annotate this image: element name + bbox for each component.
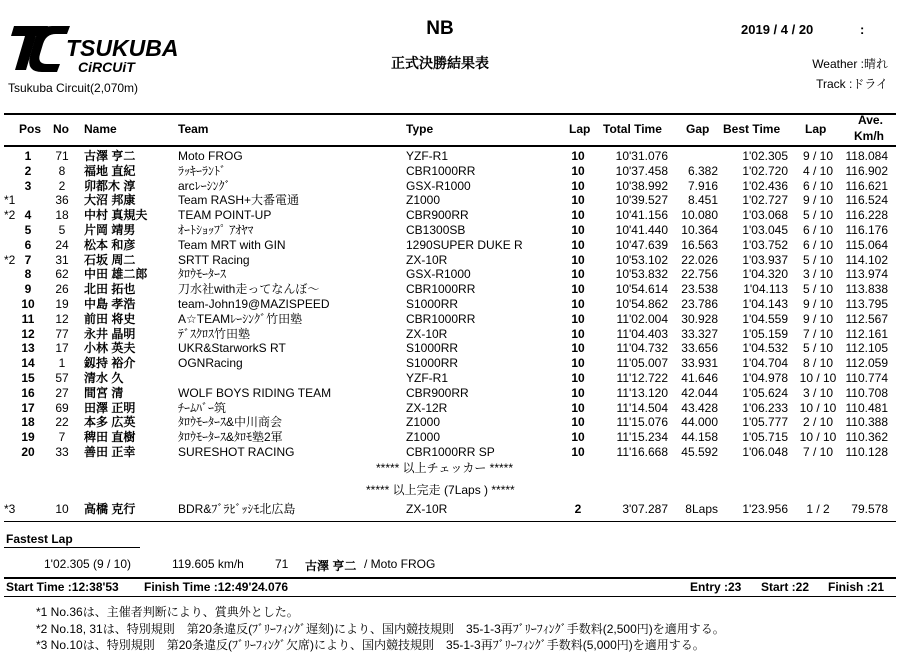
cell-gap: 16.563 xyxy=(681,238,718,252)
logo-subtext: CiRCUiT xyxy=(78,59,135,75)
cell-type: CBR900RR xyxy=(406,208,469,222)
cell-best: 1'06.233 xyxy=(742,401,788,415)
cell-type: YZF-R1 xyxy=(406,149,448,163)
cell-pos: 16 xyxy=(21,386,35,400)
col-lap: Lap xyxy=(569,122,591,136)
cell-lap: 10 xyxy=(571,253,585,267)
cell-ave: 113.974 xyxy=(845,267,888,281)
cell-gap: 22.026 xyxy=(681,253,718,267)
race-category: NB xyxy=(426,18,454,39)
document-title: 正式決勝結果表 xyxy=(391,55,489,71)
cell-pos: 15 xyxy=(21,371,35,385)
complete-line: ***** 以上完走 (7Laps ) ***** xyxy=(366,483,515,497)
cell-lap: 10 xyxy=(571,267,585,281)
cell-bestlap: 9 / 10 xyxy=(802,193,834,207)
note-3: *3 No.10は、特別規則 第20条違反(ﾌﾞﾘｰﾌｨﾝｸﾞ欠席)により、国内競技規則 35-1-3再ﾌﾞﾘｰﾌｨﾝｸﾞ手数料(5,000円)を適用する。 xyxy=(36,638,705,652)
cell-lap: 10 xyxy=(571,238,585,252)
cell-pos: 6 xyxy=(24,238,32,252)
cell-ave: 112.105 xyxy=(845,341,888,355)
cell-type: CBR1000RR xyxy=(406,312,476,326)
col-gap: Gap xyxy=(686,122,710,136)
cell-ave: 115.064 xyxy=(845,238,888,252)
cell-note: *1 xyxy=(4,193,16,207)
cell-gap: 8.451 xyxy=(687,193,718,207)
cell-team: 刀水社with走ってなんぼ～ xyxy=(178,282,320,296)
results-end-rule xyxy=(4,521,896,522)
cell-ave: 110.128 xyxy=(845,445,888,459)
cell-no: 24 xyxy=(55,238,69,252)
cell-bestlap: 5 / 10 xyxy=(802,253,834,267)
cell-total: 10'53.102 xyxy=(615,253,668,267)
col-best-lap: Lap xyxy=(805,122,827,136)
cell-note: *2 xyxy=(4,253,16,267)
cell-bestlap: 10 / 10 xyxy=(799,430,837,444)
cell-bestlap: 2 / 10 xyxy=(802,415,834,429)
cell-name: 中村 真規夫 xyxy=(84,208,148,222)
cell-type: S1000RR xyxy=(406,356,459,370)
note-1: *1 No.36は、主催者判断により、賞典外とした。 xyxy=(36,605,299,619)
cell-name: 中田 雄二郎 xyxy=(84,267,148,281)
cell-ave: 112.161 xyxy=(845,327,888,341)
cell-gap: 23.786 xyxy=(681,297,718,311)
cell-best: 1'02.720 xyxy=(742,164,788,178)
cell-name: 中島 孝浩 xyxy=(84,297,136,311)
cell-no: 8 xyxy=(58,164,66,178)
cell-team: ﾗｯｷｰﾗﾝﾄﾞ xyxy=(178,164,227,178)
cell-type: CBR900RR xyxy=(406,386,469,400)
cell-best: 1'05.715 xyxy=(742,430,788,444)
cell-lap: 10 xyxy=(571,401,585,415)
cell-pos: 14 xyxy=(21,356,35,370)
cell-no: 5 xyxy=(58,223,66,237)
cell-ave: 116.176 xyxy=(845,223,888,237)
cell-total: 10'53.832 xyxy=(615,267,668,281)
cell-type: Z1000 xyxy=(406,193,441,207)
cell-pos: 12 xyxy=(21,327,35,341)
cell-gap: 6.382 xyxy=(687,164,718,178)
cell-bestlap: 1 / 2 xyxy=(806,502,830,516)
entry-count: Entry :23 xyxy=(690,580,742,594)
cell-total: 11'12.722 xyxy=(616,371,668,385)
cell-no: 62 xyxy=(55,267,69,281)
col-team: Team xyxy=(178,122,209,136)
cell-lap: 10 xyxy=(571,356,585,370)
cell-ave: 116.524 xyxy=(845,193,888,207)
cell-ave: 116.902 xyxy=(845,164,888,178)
cell-team: Moto FROG xyxy=(178,149,243,163)
cell-total: 10'39.527 xyxy=(615,193,668,207)
cell-bestlap: 10 / 10 xyxy=(799,401,837,415)
cell-no: 36 xyxy=(55,193,69,207)
cell-lap: 10 xyxy=(571,208,585,222)
cell-no: 18 xyxy=(55,208,69,222)
cell-gap: 44.158 xyxy=(681,430,718,444)
cell-bestlap: 8 / 10 xyxy=(802,356,834,370)
cell-name: 善田 正幸 xyxy=(84,445,136,459)
cell-no: 7 xyxy=(58,430,66,444)
cell-gap: 33.327 xyxy=(681,327,718,341)
cell-ave: 112.567 xyxy=(845,312,888,326)
col-no: No xyxy=(53,122,69,136)
cell-name: 小林 英夫 xyxy=(84,341,136,355)
cell-name: 福地 直紀 xyxy=(84,164,136,178)
cell-team: TEAM POINT-UP xyxy=(178,208,272,222)
cell-no: 19 xyxy=(55,297,69,311)
cell-gap: 42.044 xyxy=(681,386,718,400)
cell-best: 1'23.956 xyxy=(742,502,788,516)
race-date: 2019 / 4 / 20 xyxy=(741,22,814,37)
cell-best: 1'03.068 xyxy=(742,208,788,222)
fastest-lap-rule xyxy=(4,547,140,548)
cell-team: ﾀﾛｳﾓｰﾀｰｽ xyxy=(178,267,227,281)
cell-gap: 33.656 xyxy=(681,341,718,355)
cell-total: 10'47.639 xyxy=(615,238,668,252)
cell-pos: 1 xyxy=(24,149,32,163)
cell-lap: 10 xyxy=(571,341,585,355)
cell-team: team-John19@MAZISPEED xyxy=(178,297,330,311)
cell-no: 17 xyxy=(55,341,69,355)
cell-no: 12 xyxy=(55,312,69,326)
cell-team: ﾀﾛｳﾓｰﾀｰｽ&ﾀﾛﾓ塾2軍 xyxy=(178,430,283,444)
cell-team: ｵｰﾄｼｮｯﾌﾟ ｱｵﾔﾏ xyxy=(178,223,254,237)
cell-bestlap: 7 / 10 xyxy=(802,327,834,341)
cell-total: 10'37.458 xyxy=(615,164,668,178)
cell-gap: 45.592 xyxy=(681,445,718,459)
cell-total: 11'15.234 xyxy=(616,430,668,444)
table-top-rule xyxy=(4,113,896,115)
cell-no: 69 xyxy=(55,401,69,415)
cell-lap: 10 xyxy=(571,297,585,311)
cell-team: A☆TEAMﾚｰｼﾝｸﾞ竹田塾 xyxy=(178,312,303,326)
cell-bestlap: 3 / 10 xyxy=(802,386,834,400)
cell-name: 本多 広英 xyxy=(84,415,136,429)
cell-bestlap: 9 / 10 xyxy=(802,297,834,311)
col-pos: Pos xyxy=(19,122,42,136)
cell-no: 57 xyxy=(55,371,69,385)
cell-best: 1'06.048 xyxy=(742,445,788,459)
cell-bestlap: 4 / 10 xyxy=(802,164,834,178)
cell-gap: 22.756 xyxy=(681,267,718,281)
cell-bestlap: 5 / 10 xyxy=(802,208,834,222)
cell-best: 1'02.436 xyxy=(742,179,788,193)
cell-team: ﾃﾞｽｸﾛｽ竹田塾 xyxy=(178,327,251,341)
fastest-lap-speed: 119.605 km/h xyxy=(172,557,244,571)
cell-type: S1000RR xyxy=(406,297,459,311)
weather-info: Weather :晴れ xyxy=(812,57,888,71)
cell-total: 11'13.120 xyxy=(616,386,668,400)
cell-best: 1'04.704 xyxy=(742,356,788,370)
cell-lap: 10 xyxy=(571,223,585,237)
cell-type: CBR1000RR SP xyxy=(406,445,495,459)
cell-pos: 13 xyxy=(21,341,35,355)
cell-pos: 7 xyxy=(24,253,32,267)
cell-lap: 10 xyxy=(571,327,585,341)
cell-name: 間宮 清 xyxy=(84,386,124,400)
cell-best: 1'04.113 xyxy=(743,282,788,296)
cell-total: 3'07.287 xyxy=(622,502,668,516)
cell-type: GSX-R1000 xyxy=(406,267,471,281)
cell-total: 11'05.007 xyxy=(616,356,668,370)
cell-total: 10'41.156 xyxy=(615,208,668,222)
cell-team: ﾀﾛｳﾓｰﾀｰｽ&中川商会 xyxy=(178,415,283,429)
cell-name: 片岡 靖男 xyxy=(84,223,136,237)
cell-best: 1'02.305 xyxy=(742,149,788,163)
cell-best: 1'03.937 xyxy=(742,253,788,267)
cell-lap: 10 xyxy=(571,430,585,444)
cell-ave: 110.708 xyxy=(845,386,888,400)
cell-type: CB1300SB xyxy=(406,223,466,237)
cell-type: CBR1000RR xyxy=(406,164,476,178)
cell-lap: 10 xyxy=(571,445,585,459)
cell-ave: 112.059 xyxy=(845,356,888,370)
col-type: Type xyxy=(406,122,434,136)
cell-best: 1'05.159 xyxy=(742,327,788,341)
cell-pos: 4 xyxy=(24,208,32,222)
cell-no: 26 xyxy=(55,282,69,296)
cell-type: CBR1000RR xyxy=(406,282,476,296)
tsukuba-circuit-logo xyxy=(8,20,214,78)
col-total-time: Total Time xyxy=(603,122,662,136)
cell-lap: 10 xyxy=(571,193,585,207)
cell-total: 10'54.614 xyxy=(615,282,668,296)
cell-total: 11'04.732 xyxy=(616,341,668,355)
cell-team: OGNRacing xyxy=(178,356,243,370)
cell-total: 11'02.004 xyxy=(616,312,668,326)
cell-team: SRTT Racing xyxy=(178,253,250,267)
cell-ave: 110.774 xyxy=(845,371,888,385)
start-count: Start :22 xyxy=(761,580,810,594)
cell-name: 高橋 克行 xyxy=(84,502,136,516)
cell-ave: 116.228 xyxy=(845,208,888,222)
cell-ave: 116.621 xyxy=(845,179,888,193)
cell-type: YZF-R1 xyxy=(406,371,448,385)
cell-pos: 17 xyxy=(21,401,35,415)
cell-note: *2 xyxy=(4,208,16,222)
table-header-rule xyxy=(4,145,896,147)
cell-name: 北田 拓也 xyxy=(84,282,136,296)
cell-best: 1'04.978 xyxy=(742,371,788,385)
cell-gap: 41.646 xyxy=(681,371,718,385)
cell-no: 10 xyxy=(55,502,69,516)
fastest-lap-team: / Moto FROG xyxy=(364,557,436,571)
start-time: Start Time :12:38'53 xyxy=(6,580,119,594)
logo-wordmark: TSUKUBA xyxy=(66,35,179,61)
cell-pos: 5 xyxy=(24,223,32,237)
cell-pos: 18 xyxy=(21,415,35,429)
cell-lap: 10 xyxy=(571,371,585,385)
cell-gap: 8Laps xyxy=(685,502,718,516)
cell-name: 清水 久 xyxy=(84,371,124,385)
cell-name: 大沼 邦康 xyxy=(84,193,136,207)
cell-lap: 10 xyxy=(571,386,585,400)
finish-time: Finish Time :12:49'24.076 xyxy=(144,580,289,594)
cell-name: 卯都木 淳 xyxy=(84,179,136,193)
cell-no: 31 xyxy=(55,253,69,267)
cell-no: 33 xyxy=(55,445,69,459)
cell-name: 田澤 正明 xyxy=(84,401,136,415)
cell-bestlap: 5 / 10 xyxy=(802,341,834,355)
cell-bestlap: 6 / 10 xyxy=(802,238,834,252)
cell-total: 11'15.076 xyxy=(616,415,668,429)
cell-lap: 10 xyxy=(571,164,585,178)
cell-note: *3 xyxy=(4,502,16,516)
footer-bottom-rule xyxy=(4,596,896,597)
cell-gap: 10.080 xyxy=(681,208,718,222)
col-ave: Ave. xyxy=(858,113,883,127)
cell-bestlap: 10 / 10 xyxy=(799,371,837,385)
cell-bestlap: 6 / 10 xyxy=(802,223,834,237)
col-name: Name xyxy=(84,122,117,136)
cell-best: 1'04.320 xyxy=(742,267,788,281)
cell-name: 前田 将史 xyxy=(84,312,136,326)
cell-best: 1'04.532 xyxy=(742,341,788,355)
cell-name: 釼持 裕介 xyxy=(84,356,136,370)
col-kmh: Km/h xyxy=(854,129,884,143)
cell-type: Z1000 xyxy=(406,430,441,444)
cell-team: Team RASH+大番電通 xyxy=(178,193,300,207)
cell-type: 1290SUPER DUKE R xyxy=(406,238,523,252)
cell-lap: 10 xyxy=(571,282,585,296)
cell-pos: 3 xyxy=(24,179,32,193)
cell-total: 10'31.076 xyxy=(615,149,668,163)
note-2: *2 No.18, 31は、特別規則 第20条違反(ﾌﾞﾘｰﾌｨﾝｸﾞ遅刻)により、国内競技規則 35-1-3再ﾌﾞﾘｰﾌｨﾝｸﾞ手数料(2,500円)を適用する。 xyxy=(36,622,725,636)
cell-ave: 113.838 xyxy=(845,282,888,296)
cell-lap: 2 xyxy=(574,502,582,516)
fastest-lap-rider: 古澤 亨二 xyxy=(305,559,357,573)
cell-ave: 110.388 xyxy=(845,415,888,429)
fastest-lap-no: 71 xyxy=(275,557,289,571)
cell-total: 10'41.440 xyxy=(615,223,668,237)
cell-type: ZX-10R xyxy=(406,327,448,341)
cell-best: 1'02.727 xyxy=(742,193,788,207)
cell-pos: 20 xyxy=(21,445,35,459)
cell-team: arcﾚｰｼﾝｸﾞ xyxy=(178,179,231,193)
cell-team: ﾁｰﾑﾊﾞｰ筑 xyxy=(178,401,227,415)
cell-name: 松本 和彦 xyxy=(84,238,136,252)
cell-gap: 23.538 xyxy=(681,282,718,296)
track-condition: Track :ドライ xyxy=(816,77,888,91)
cell-name: 永井 晶明 xyxy=(84,327,136,341)
cell-best: 1'03.045 xyxy=(742,223,788,237)
cell-team: WOLF BOYS RIDING TEAM xyxy=(178,386,332,400)
cell-pos: 2 xyxy=(24,164,32,178)
cell-name: 古澤 亨二 xyxy=(84,149,136,163)
cell-lap: 10 xyxy=(571,179,585,193)
cell-no: 71 xyxy=(55,149,69,163)
cell-no: 77 xyxy=(55,327,69,341)
footer-top-rule xyxy=(4,577,896,579)
cell-total: 11'16.668 xyxy=(616,445,668,459)
checker-line: ***** 以上チェッカー ***** xyxy=(376,461,514,475)
cell-ave: 79.578 xyxy=(851,502,888,516)
cell-gap: 44.000 xyxy=(681,415,718,429)
cell-ave: 110.481 xyxy=(845,401,888,415)
cell-total: 10'38.992 xyxy=(615,179,668,193)
cell-pos: 10 xyxy=(21,297,35,311)
cell-no: 2 xyxy=(58,179,66,193)
cell-team: BDR&ﾌﾞﾗﾋﾞｯｼﾓ北広島 xyxy=(178,502,296,516)
fastest-lap-time: 1'02.305 (9 / 10) xyxy=(44,557,132,571)
col-best-time: Best Time xyxy=(723,122,781,136)
cell-bestlap: 6 / 10 xyxy=(802,179,834,193)
cell-lap: 10 xyxy=(571,312,585,326)
cell-pos: 9 xyxy=(24,282,32,296)
cell-lap: 10 xyxy=(571,415,585,429)
cell-team: Team MRT with GIN xyxy=(178,238,286,252)
cell-no: 27 xyxy=(55,386,69,400)
cell-bestlap: 9 / 10 xyxy=(802,312,834,326)
cell-ave: 114.102 xyxy=(845,253,888,267)
finish-count: Finish :21 xyxy=(828,580,885,594)
cell-name: 石坂 周二 xyxy=(84,253,136,267)
cell-pos: 8 xyxy=(24,267,32,281)
cell-ave: 118.084 xyxy=(845,149,888,163)
cell-best: 1'03.752 xyxy=(742,238,788,252)
cell-bestlap: 3 / 10 xyxy=(802,267,834,281)
cell-type: GSX-R1000 xyxy=(406,179,471,193)
cell-no: 1 xyxy=(58,356,66,370)
cell-pos: 11 xyxy=(21,312,35,326)
cell-best: 1'04.143 xyxy=(742,297,788,311)
cell-gap: 30.928 xyxy=(681,312,718,326)
cell-best: 1'05.624 xyxy=(742,386,788,400)
cell-best: 1'05.777 xyxy=(742,415,788,429)
cell-gap: 43.428 xyxy=(681,401,718,415)
cell-type: S1000RR xyxy=(406,341,459,355)
cell-type: Z1000 xyxy=(406,415,441,429)
cell-no: 22 xyxy=(55,415,69,429)
fastest-lap-label: Fastest Lap xyxy=(6,532,73,546)
cell-ave: 113.795 xyxy=(845,297,888,311)
cell-pos: 19 xyxy=(21,430,35,444)
cell-gap: 7.916 xyxy=(687,179,718,193)
cell-team: SURESHOT RACING xyxy=(178,445,295,459)
cell-best: 1'04.559 xyxy=(742,312,788,326)
circuit-name: Tsukuba Circuit(2,070m) xyxy=(8,81,139,95)
cell-lap: 10 xyxy=(571,149,585,163)
cell-bestlap: 9 / 10 xyxy=(802,149,834,163)
cell-total: 10'54.862 xyxy=(615,297,668,311)
cell-gap: 10.364 xyxy=(681,223,718,237)
cell-name: 稗田 直樹 xyxy=(84,430,136,444)
cell-team: UKR&StarworkS RT xyxy=(178,341,286,355)
time-separator: : xyxy=(860,22,865,37)
cell-total: 11'14.504 xyxy=(616,401,668,415)
cell-type: ZX-10R xyxy=(406,253,448,267)
cell-bestlap: 5 / 10 xyxy=(802,282,834,296)
cell-gap: 33.931 xyxy=(681,356,718,370)
cell-total: 11'04.403 xyxy=(616,327,668,341)
cell-bestlap: 7 / 10 xyxy=(802,445,834,459)
cell-ave: 110.362 xyxy=(845,430,888,444)
cell-type: ZX-10R xyxy=(406,502,448,516)
cell-type: ZX-12R xyxy=(406,401,448,415)
